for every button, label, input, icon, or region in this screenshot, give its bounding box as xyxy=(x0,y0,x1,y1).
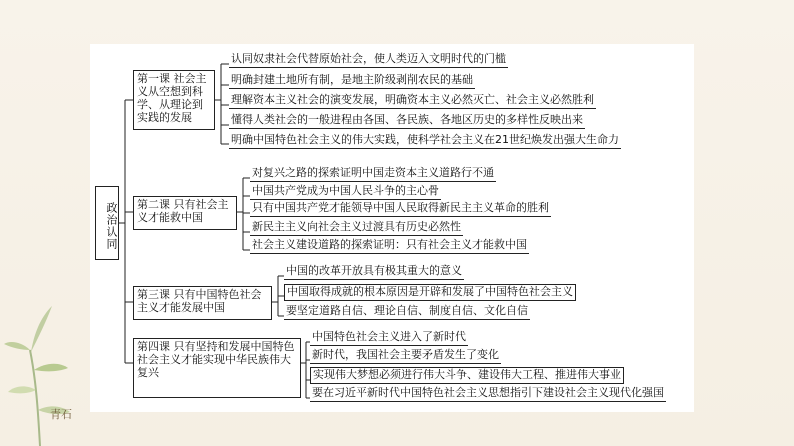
lesson-2-item-5: 社会主义建设道路的探索证明：只有社会主义才能救中国 xyxy=(250,238,529,254)
lesson-1-item-4: 懂得人类社会的一般进程由各国、各民族、各地区历史的多样性反映出来 xyxy=(229,113,585,129)
lesson-1-item-5: 明确中国特色社会主义的伟大实践，使科学社会主义在21世纪焕发出强大生命力 xyxy=(229,133,621,149)
lesson-4-item-1: 中国特色社会主义进入了新时代 xyxy=(310,330,468,346)
lesson-1-box: 第一课 社会主义从空想到科学、从理论到实践的发展 xyxy=(133,70,215,130)
lesson-3-item-3: 要坚定道路自信、理论自信、制度自信、文化自信 xyxy=(284,304,530,320)
lesson-4-item-2: 新时代，我国社会主要矛盾发生了变化 xyxy=(310,348,501,364)
lesson-1-item-1: 认同奴隶社会代替原始社会，使人类迈入文明时代的门槛 xyxy=(229,52,508,68)
lesson-3-item-1: 中国的改革开放具有极其重大的意义 xyxy=(284,264,464,280)
lesson-2-item-1: 对复兴之路的探索证明中国走资本主义道路行不通 xyxy=(250,166,496,182)
lesson-1-item-3: 理解资本主义社会的演变发展，明确资本主义必然灭亡、社会主义必然胜利 xyxy=(229,93,596,109)
bamboo-decoration-icon xyxy=(0,270,90,446)
lesson-4-box: 第四课 只有坚持和发展中国特色社会主义才能实现中华民族伟大复兴 xyxy=(133,338,301,398)
seal-text: 青石 xyxy=(50,408,72,421)
lesson-2-item-3: 只有中国共产党才能领导中国人民取得新民主主义革命的胜利 xyxy=(250,201,551,217)
lesson-2-box: 第二课 只有社会主义才能救中国 xyxy=(133,196,237,230)
lesson-4-item-3: 实现伟大梦想必须进行伟大斗争、建设伟大工程、推进伟大事业 xyxy=(310,367,624,384)
lesson-1-item-2: 明确封建土地所有制，是地主阶级剥削农民的基础 xyxy=(229,73,475,89)
root-node-political-identity: 政治认同 xyxy=(95,186,119,260)
lesson-2-item-4: 新民主主义向社会主义过渡具有历史必然性 xyxy=(250,220,463,236)
lesson-4-item-4: 要在习近平新时代中国特色社会主义思想指引下建设社会主义现代化强国 xyxy=(310,386,666,402)
lesson-2-item-2: 中国共产党成为中国人民斗争的主心骨 xyxy=(250,184,441,200)
lesson-3-box: 第三课 只有中国特色社会主义才能发展中国 xyxy=(133,286,272,320)
lesson-3-item-2: 中国取得成就的根本原因是开辟和发展了中国特色社会主义 xyxy=(284,284,576,301)
